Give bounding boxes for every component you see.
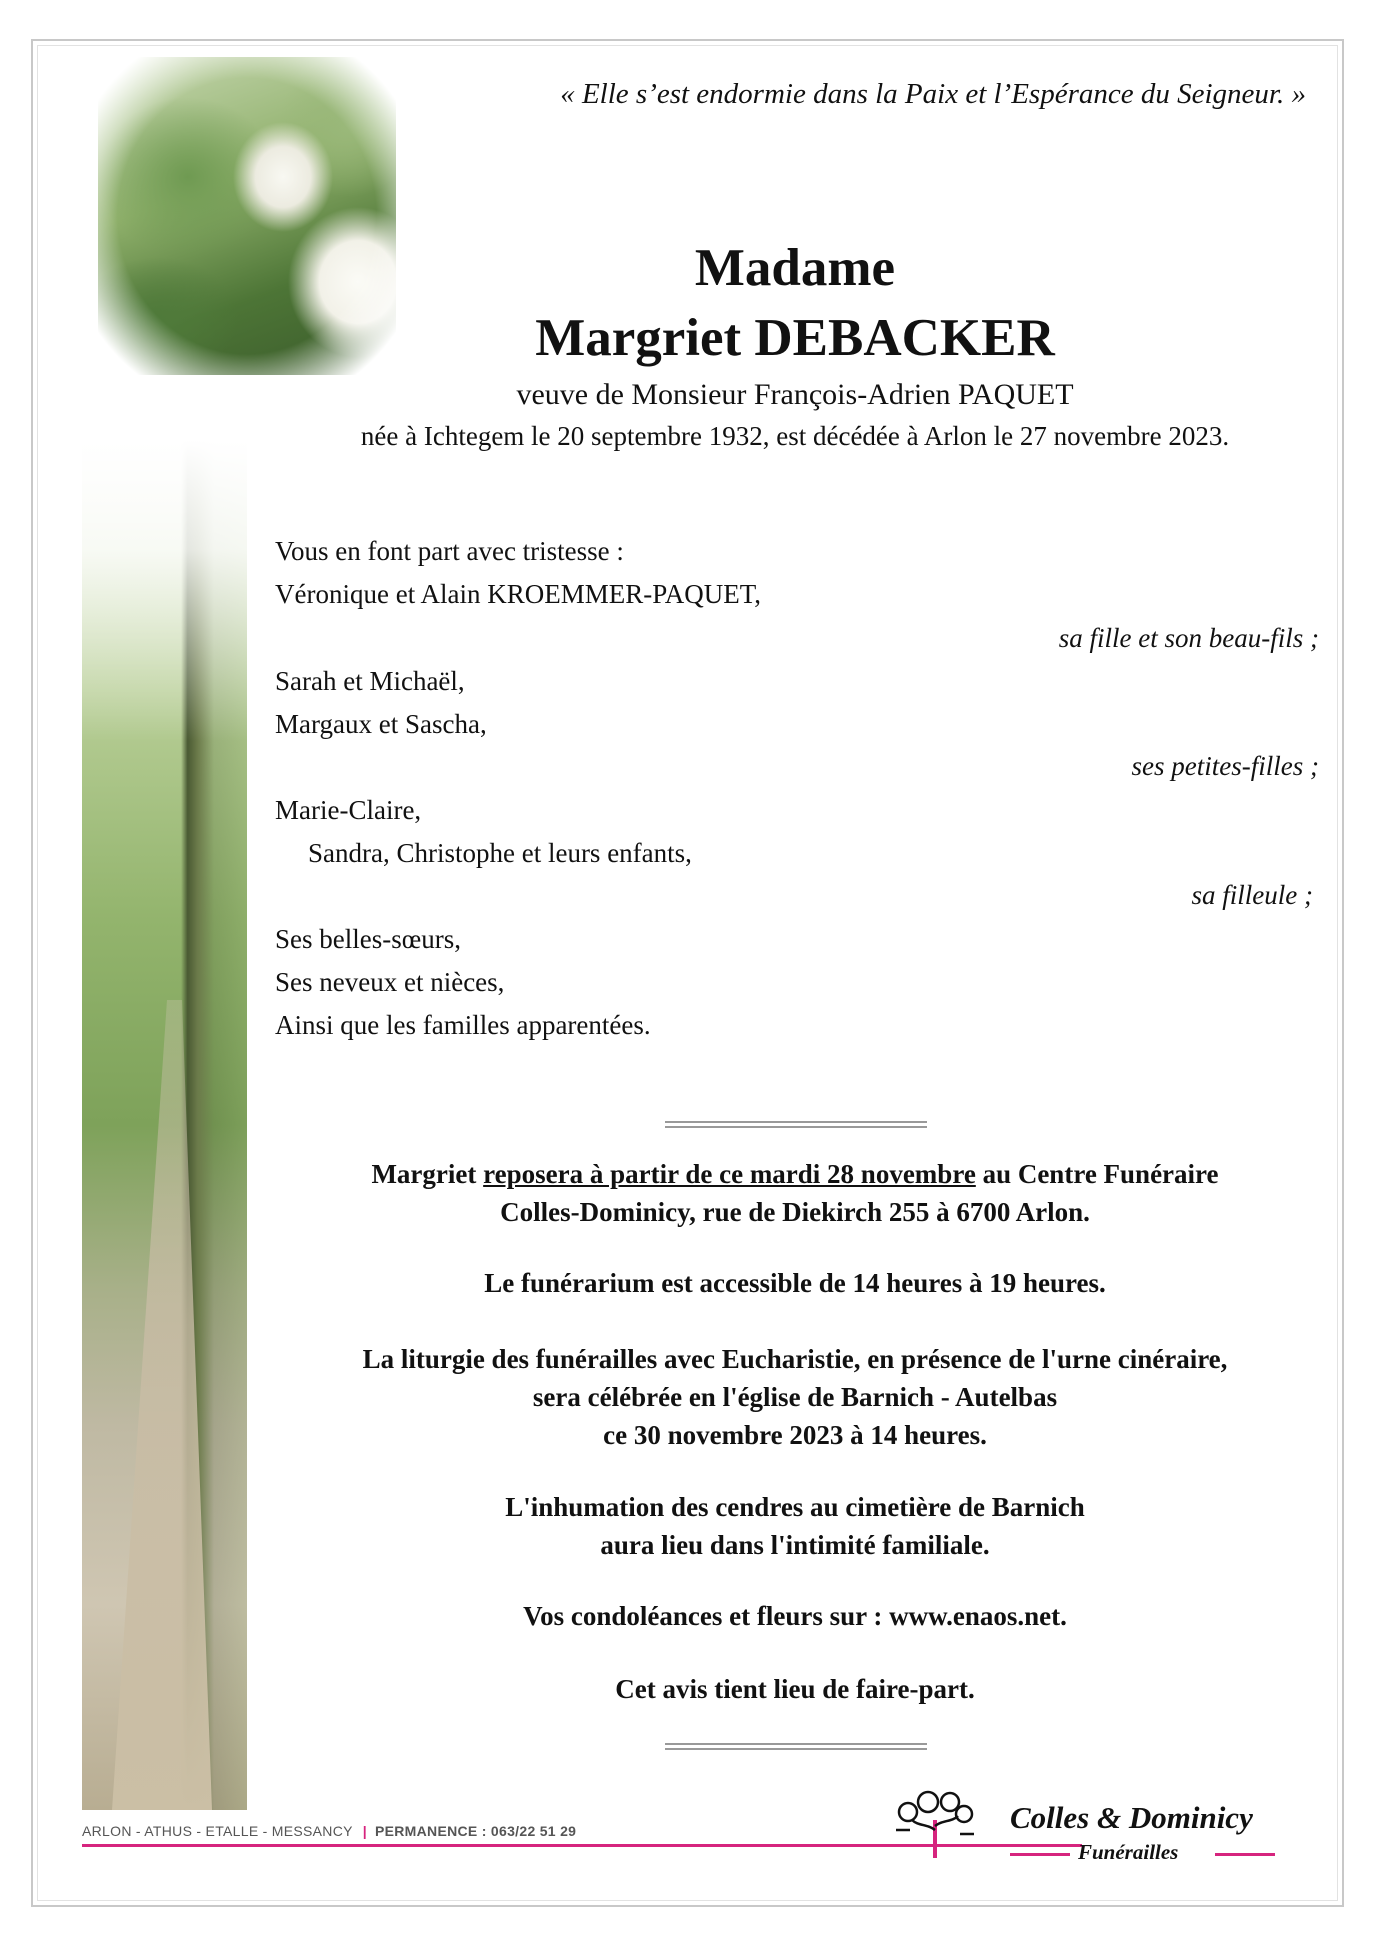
- inhumation-info: [240, 1488, 1350, 1564]
- tree-logo-icon: [888, 1790, 983, 1860]
- repose-date-underlined: reposera à partir de ce mardi 28 novembre: [483, 1159, 976, 1189]
- family-line: Véronique et Alain KROEMMER-PAQUET,: [275, 579, 761, 609]
- footer-separator: |: [362, 1823, 367, 1839]
- brand-subtitle: Funérailles: [1078, 1840, 1179, 1864]
- condolences-link[interactable]: Vos condoléances et fleurs sur : www.enaos.net.: [523, 1601, 1067, 1631]
- separator-bottom: [665, 1743, 927, 1750]
- family-line: Marie-Claire,: [275, 795, 422, 825]
- brand-name: Colles & Dominicy: [1010, 1800, 1253, 1835]
- family-line: Ainsi que les familles apparentées.: [275, 1010, 651, 1040]
- family-relation: ses petites-filles ;: [1131, 751, 1319, 781]
- footer-locations: ARLON - ATHUS - ETALLE - MESSANCY: [82, 1823, 353, 1839]
- family-intro: Vous en font part avec tristesse :: [275, 536, 624, 566]
- flower-photo: [98, 57, 396, 375]
- title-honorific: Madame: [694, 239, 896, 297]
- deceased-name: Margriet DEBACKER: [535, 309, 1055, 367]
- family-line: Ses belles-sœurs,: [275, 924, 461, 954]
- footer-permanence: PERMANENCE : 063/22 51 29: [375, 1823, 577, 1839]
- birth-death-line: née à Ichtegem le 20 septembre 1932, est décédée à Arlon le 27 novembre 2023.: [360, 421, 1230, 451]
- forest-path-photo: [82, 440, 247, 1810]
- family-relation: sa fille et son beau-fils ;: [1058, 623, 1319, 653]
- liturgy-info: [240, 1340, 1350, 1454]
- notice-replaces: Cet avis tient lieu de faire-part.: [615, 1674, 975, 1704]
- repose-info: [240, 1155, 1350, 1231]
- inhumation-line: aura lieu dans l'intimité familiale.: [600, 1530, 990, 1560]
- funerarium-hours: Le funérarium est accessible de 14 heures à 19 heures.: [484, 1268, 1106, 1298]
- family-line: Margaux et Sascha,: [275, 709, 487, 739]
- family-relation: sa filleule ;: [1191, 880, 1313, 910]
- opening-quote: « Elle s’est endormie dans la Paix et l’Espérance du Seigneur. »: [560, 78, 1306, 110]
- brand-underline-right: [1215, 1853, 1275, 1856]
- widow-of-line: veuve de Monsieur François-Adrien PAQUET: [516, 378, 1074, 411]
- liturgy-line: ce 30 novembre 2023 à 14 heures.: [603, 1420, 987, 1450]
- family-line: Ses neveux et nièces,: [275, 967, 505, 997]
- liturgy-line: sera célébrée en l'église de Barnich - Autelbas: [532, 1382, 1058, 1412]
- liturgy-line: La liturgie des funérailles avec Eucharistie, en présence de l'urne cinéraire,: [362, 1344, 1228, 1374]
- family-line: Sandra, Christophe et leurs enfants,: [308, 838, 692, 868]
- separator-top: [665, 1121, 927, 1128]
- brand-underline-left: [1010, 1853, 1070, 1856]
- repose-line-1: Margriet reposera à partir de ce mardi 28 novembre au Centre Funéraire: [371, 1159, 1219, 1189]
- forest-path: [112, 1000, 212, 1810]
- inhumation-line: L'inhumation des cendres au cimetière de Barnich: [505, 1492, 1085, 1522]
- footer-contact: [82, 1823, 576, 1839]
- repose-line-2: Colles-Dominicy, rue de Diekirch 255 à 6700 Arlon.: [500, 1197, 1090, 1227]
- family-line: Sarah et Michaël,: [275, 666, 465, 696]
